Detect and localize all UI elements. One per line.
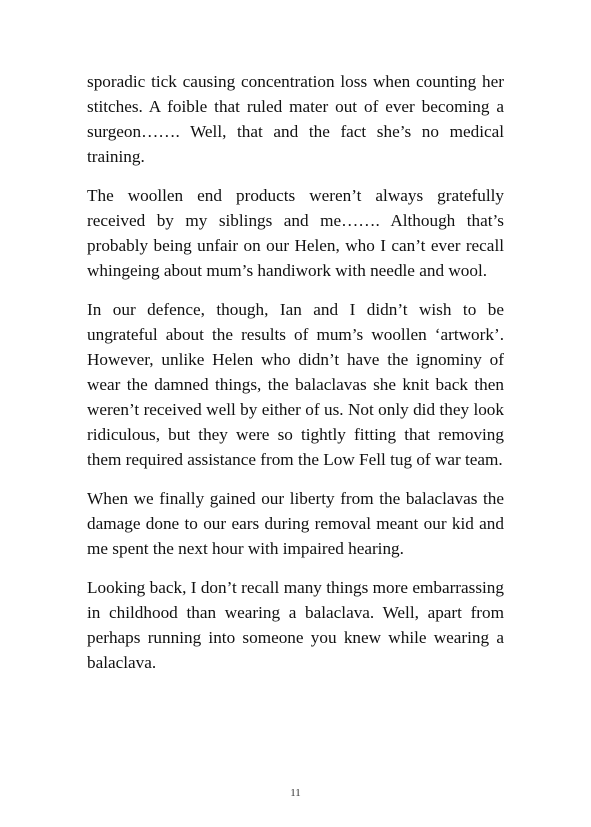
paragraph-5: Looking back, I don’t recall many things more embarrassing in childhood than wearing a balaclava. Well, apart from perhaps running into someone you knew while wearing a balaclava. xyxy=(87,578,504,672)
paragraph-2: The woollen end products weren’t always gratefully received by my siblings and me……. Although that’s probably being unfair on our Helen, who I can’t ever recall whingeing about mum’s handiwork with needle and wool. xyxy=(87,186,504,280)
paragraph-4: When we finally gained our liberty from the balaclavas the damage done to our ears during removal meant our kid and me spent the next hour with impaired hearing. xyxy=(87,489,504,558)
paragraph-3: In our defence, though, Ian and I didn’t wish to be ungrateful about the results of mum’s woollen ‘artwork’. However, unlike Helen who didn’t have the ignominy of wear the damned things, the balaclavas she knit back then weren’t received well by either of us. Not only did they look ridiculous, but they were so tightly fitting that removing them required assistance from the Low Fell tug of war team. xyxy=(87,300,504,469)
body-text xyxy=(87,69,504,689)
paragraph-1: sporadic tick causing concentration loss when counting her stitches. A foible that ruled mater out of ever becoming a surgeon……. Well, that and the fact she’s no medical training. xyxy=(87,72,504,166)
page-number: 11 xyxy=(290,787,301,799)
